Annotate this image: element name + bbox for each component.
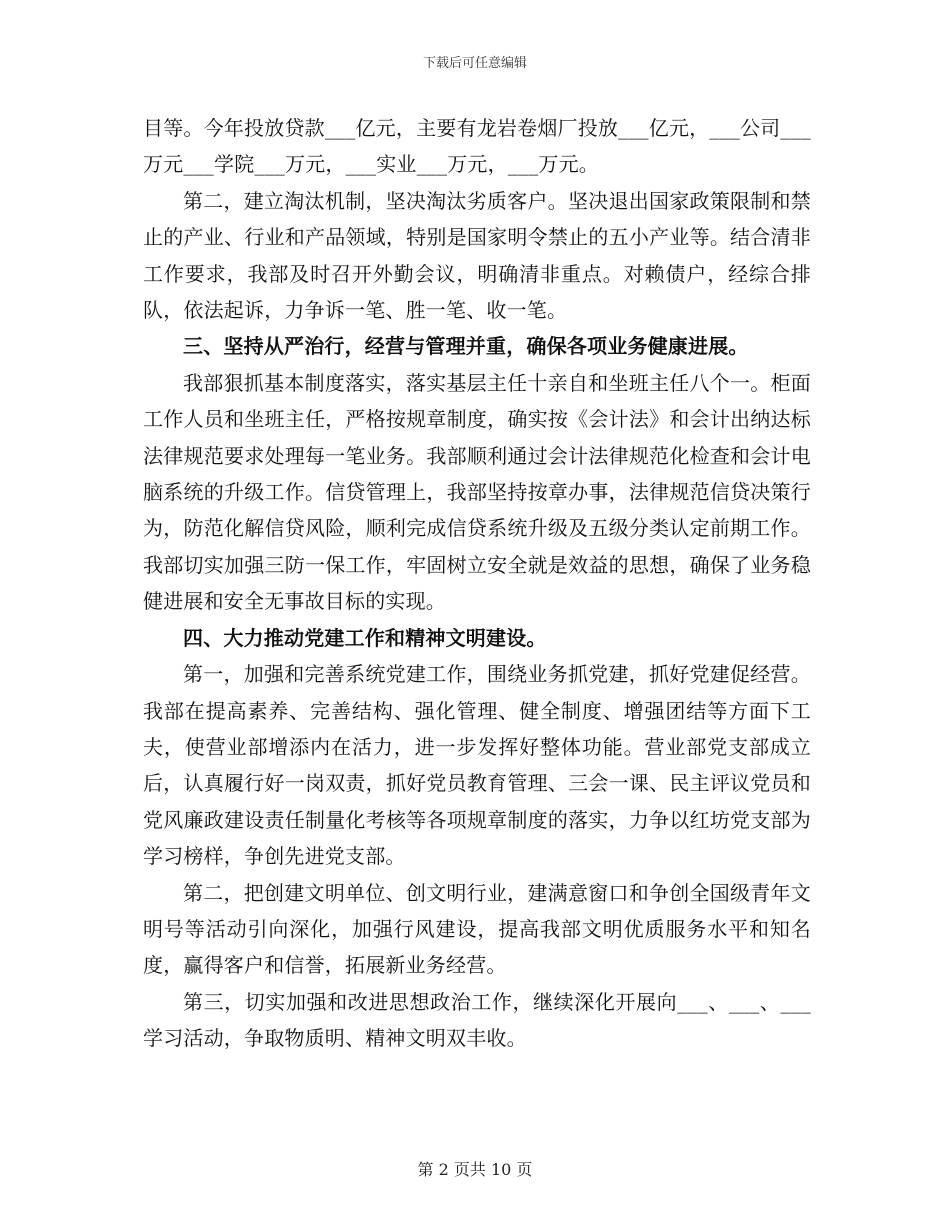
paragraph-party-building: 第一，加强和完善系统党建工作，围绕业务抓党建，抓好党建促经营。我部在提高素养、完善结构、强化管理、健全制度、增强团结等方面下工夫，使营业部增添内在活力，进一步发挥好整体功能。营业部党支部成立后，认真履行好一岗双责，抓好党员教育管理、三会一课、民主评议党员和党风廉政建设责任制量化考核等各项规章制度的落实，力争以红坊党支部为学习榜样，争创先进党支部。 — [143, 662, 811, 869]
paragraph-ideology: 第三，切实加强和改进思想政治工作，继续深化开展向___、___、___学习活动，争取物质明、精神文明双丰收。 — [143, 989, 811, 1051]
paragraph-elimination-mechanism: 第二，建立淘汰机制，坚决淘汰劣质客户。坚决退出国家政策限制和禁止的产业、行业和产品领域，特别是国家明令禁止的五小产业等。结合清非工作要求，我部及时召开外勤会议，明确清非重点。对赖债户，经综合排队，依法起诉，力争诉一笔、胜一笔、收一笔。 — [143, 188, 811, 323]
page-header: 下载后可任意编辑 — [422, 56, 527, 71]
paragraph-management: 我部狠抓基本制度落实，落实基层主任十亲自和坐班主任八个一。柜面工作人员和坐班主任，严格按规章制度，确实按《会计法》和会计出纳达标法律规范要求处理每一笔业务。我部顺利通过会计法律规范化检查和会计电脑系统的升级工作。信贷管理上，我部坚持按章办事，法律规范信贷决策行为，防范化解信贷风险，顺利完成信贷系统升级及五级分类认定前期工作。我部切实加强三防一保工作，牢固树立安全就是效益的思想，确保了业务稳健进展和安全无事故目标的实现。 — [143, 370, 811, 614]
paragraph-continuation: 目等。今年投放贷款___亿元，主要有龙岩卷烟厂投放___亿元，___公司___万元___学院___万元，___实业___万元，___万元。 — [143, 116, 811, 177]
section-heading-3: 三、坚持从严治行，经营与管理并重，确保各项业务健康进展。 — [183, 334, 749, 359]
section-heading-4: 四、大力推动党建工作和精神文明建设。 — [183, 625, 547, 650]
page-footer: 第 2 页共 10 页 — [417, 1160, 533, 1179]
paragraph-civilization: 第二，把创建文明单位、创文明行业，建满意窗口和争创全国级青年文明号等活动引向深化，加强行风建设，提高我部文明优质服务水平和知名度，赢得客户和信誉，拓展新业务经营。 — [143, 880, 811, 978]
document-body — [143, 110, 811, 1057]
